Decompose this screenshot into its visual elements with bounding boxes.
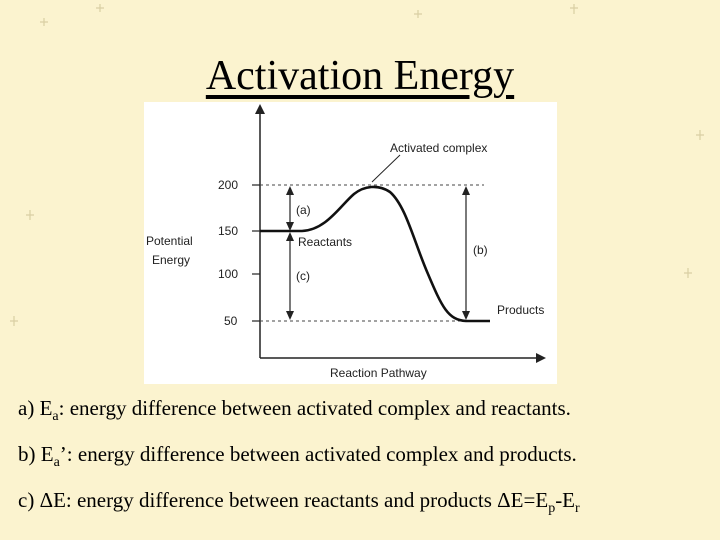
arrow-a-head-top [286, 186, 294, 195]
label-b: (b) [473, 243, 488, 257]
arrow-b-head-top [462, 186, 470, 195]
products-label: Products [497, 303, 545, 317]
y-axis-arrow [255, 104, 265, 114]
tick-label-50: 50 [224, 314, 238, 328]
y-axis-label-line1: Potential [146, 234, 193, 248]
note-c-text: -E [555, 488, 576, 512]
reactants-label: Reactants [298, 235, 353, 249]
note-b-subscript: a [53, 455, 60, 471]
note-a-prefix: a) E [18, 396, 53, 420]
slide-title: Activation Energy [205, 53, 515, 99]
x-axis-arrow [536, 353, 546, 363]
energy-diagram-svg [144, 102, 557, 384]
arrow-c-head-top [286, 232, 294, 241]
note-a-text: : energy difference between activated complex and reactants. [58, 396, 571, 420]
x-axis-label: Reaction Pathway [330, 366, 427, 380]
tick-label-200: 200 [218, 178, 239, 192]
label-a: (a) [296, 203, 311, 217]
note-a [18, 395, 708, 441]
note-b-prefix: b) E [18, 442, 54, 466]
label-c: (c) [296, 269, 310, 283]
arrow-a-head-bottom [286, 222, 294, 231]
tick-label-150: 150 [218, 224, 239, 238]
activated-complex-pointer [372, 155, 400, 182]
reaction-energy-curve [260, 187, 490, 321]
note-c-subscript-p: p [548, 501, 556, 517]
tick-label-100: 100 [218, 267, 239, 281]
note-a-subscript: a [52, 409, 59, 425]
arrow-b-head-bottom [462, 311, 470, 320]
note-c-prefix: c) ΔE: energy difference between reactants and products ΔE=E [18, 488, 549, 512]
note-b-text: ’: energy difference between activated complex and products. [59, 442, 577, 466]
y-axis-label-line2: Energy [152, 253, 191, 267]
note-b [18, 441, 708, 487]
note-c-subscript-r: r [575, 501, 580, 517]
note-c [18, 487, 708, 533]
notes-list [18, 395, 708, 533]
arrow-c-head-bottom [286, 311, 294, 320]
energy-diagram [144, 102, 557, 384]
activated-complex-label: Activated complex [390, 141, 488, 155]
